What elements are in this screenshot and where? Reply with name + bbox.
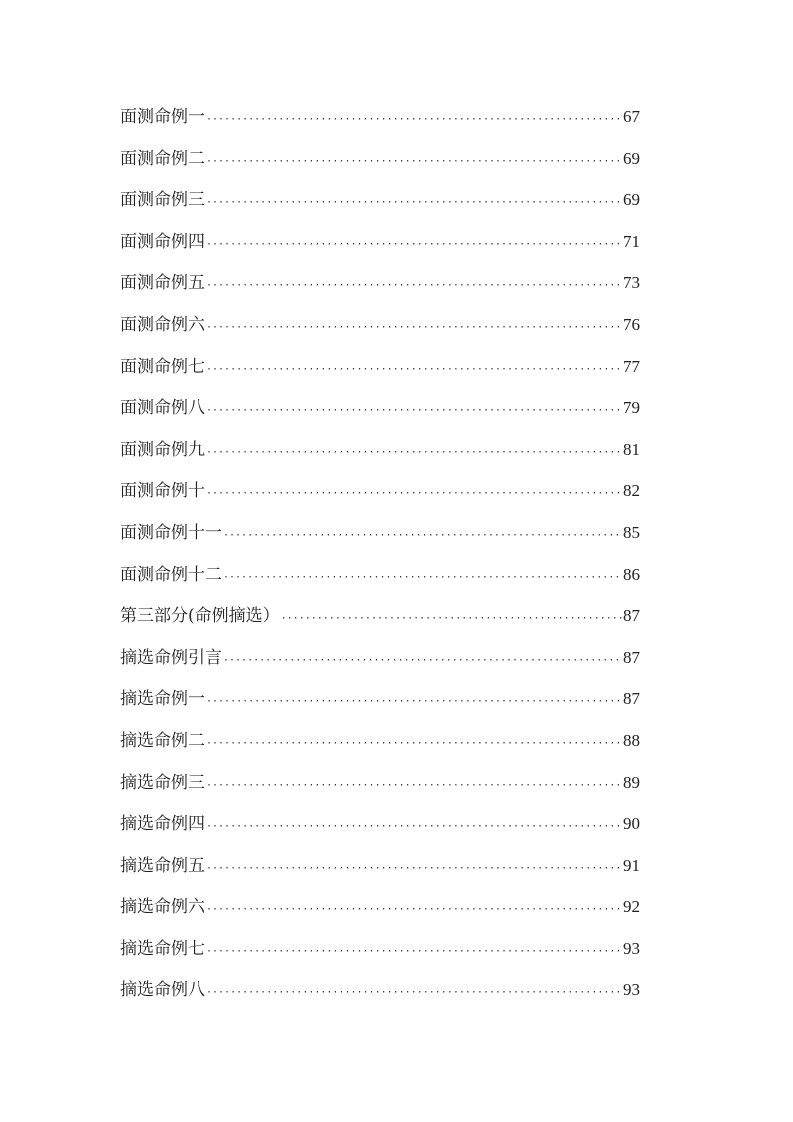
toc-entry-page: 91 (623, 855, 640, 875)
toc-entry-page: 93 (623, 980, 640, 1000)
toc-dot-leader (223, 515, 622, 557)
toc-entry-page: 67 (623, 107, 640, 126)
toc-entry-title: 面测命例六 (120, 314, 205, 335)
toc-entry-title: 面测命例十二 (120, 564, 222, 585)
toc-entry-page: 92 (623, 897, 640, 917)
toc-entry-title: 面测命例十一 (120, 522, 222, 543)
toc-entry[interactable] (120, 470, 640, 512)
toc-entry[interactable] (120, 886, 640, 928)
toc-dot-leader (206, 889, 622, 931)
toc-entry[interactable] (120, 928, 640, 970)
toc-dot-leader (206, 765, 622, 807)
toc-entry-title: 面测命例三 (120, 190, 205, 211)
toc-entry-title: 摘选命例四 (120, 814, 205, 835)
toc-entry[interactable] (120, 554, 640, 596)
toc-entry-title: 摘选命例三 (120, 772, 205, 793)
toc-dot-leader (223, 557, 622, 599)
toc-entry[interactable] (120, 803, 640, 845)
toc-entry[interactable] (120, 387, 640, 429)
toc-dot-leader (206, 224, 622, 266)
toc-entry-page: 79 (623, 398, 640, 418)
toc-entry-page: 82 (623, 481, 640, 501)
toc-dot-leader (206, 723, 622, 765)
toc-entry[interactable] (120, 969, 640, 1011)
table-of-contents (120, 96, 640, 1011)
toc-dot-leader (206, 265, 622, 307)
toc-entry-title: 面测命例十 (120, 481, 205, 502)
toc-entry-page: 73 (623, 273, 640, 293)
toc-entry-page: 69 (623, 190, 640, 210)
toc-dot-leader (206, 473, 622, 515)
toc-entry-title: 摘选命例八 (120, 980, 205, 1001)
toc-entry[interactable] (120, 429, 640, 471)
toc-dot-leader (206, 182, 622, 224)
toc-entry-page: 77 (623, 356, 640, 376)
toc-entry-title: 第三部分(命例摘选） (120, 606, 280, 627)
toc-entry-title: 摘选命例六 (120, 897, 205, 918)
toc-dot-leader (206, 848, 622, 890)
toc-entry[interactable] (120, 678, 640, 720)
toc-entry-page: 88 (623, 730, 640, 750)
toc-entry-title: 面测命例四 (120, 231, 205, 252)
toc-entry-title: 面测命例五 (120, 273, 205, 294)
toc-entry[interactable] (120, 512, 640, 554)
toc-entry-title: 面测命例九 (120, 439, 205, 460)
toc-entry-page: 90 (623, 814, 640, 834)
toc-dot-leader (281, 598, 622, 640)
toc-entry[interactable] (120, 346, 640, 388)
toc-entry[interactable] (120, 262, 640, 304)
toc-entry[interactable] (120, 221, 640, 263)
toc-entry-title: 面测命例二 (120, 148, 205, 169)
toc-entry-page: 76 (623, 314, 640, 334)
toc-entry-title: 摘选命例引言 (120, 647, 222, 668)
toc-dot-leader (206, 141, 622, 183)
toc-entry-page: 87 (623, 647, 640, 667)
toc-dot-leader (206, 99, 622, 141)
toc-entry[interactable] (120, 304, 640, 346)
toc-dot-leader (206, 806, 622, 848)
toc-entry[interactable] (120, 595, 640, 637)
toc-entry[interactable] (120, 720, 640, 762)
toc-entry-page: 81 (623, 439, 640, 459)
toc-dot-leader (206, 307, 622, 349)
toc-entry[interactable] (120, 138, 640, 180)
toc-entry-page: 87 (623, 689, 640, 709)
toc-entry-page: 89 (623, 772, 640, 792)
toc-entry-title: 摘选命例七 (120, 938, 205, 959)
toc-dot-leader (206, 390, 622, 432)
toc-entry-title: 摘选命例五 (120, 855, 205, 876)
toc-dot-leader (206, 931, 622, 973)
toc-entry[interactable] (120, 179, 640, 221)
toc-dot-leader (206, 432, 622, 474)
toc-entry[interactable] (120, 96, 640, 138)
toc-entry[interactable] (120, 637, 640, 679)
toc-dot-leader (206, 681, 622, 723)
toc-entry-title: 面测命例七 (120, 356, 205, 377)
toc-entry-page: 69 (623, 148, 640, 168)
toc-dot-leader (223, 640, 622, 682)
toc-entry-page: 93 (623, 938, 640, 958)
toc-dot-leader (206, 349, 622, 391)
toc-entry-title: 摘选命例二 (120, 730, 205, 751)
toc-entry-title: 摘选命例一 (120, 689, 205, 710)
toc-entry-title: 面测命例八 (120, 398, 205, 419)
toc-entry-page: 71 (623, 231, 640, 251)
toc-entry[interactable] (120, 762, 640, 804)
toc-entry[interactable] (120, 845, 640, 887)
toc-entry-title: 面测命例一 (120, 107, 205, 127)
toc-dot-leader (206, 972, 622, 1014)
toc-entry-page: 86 (623, 564, 640, 584)
toc-entry-page: 85 (623, 522, 640, 542)
toc-entry-page: 87 (623, 606, 640, 626)
